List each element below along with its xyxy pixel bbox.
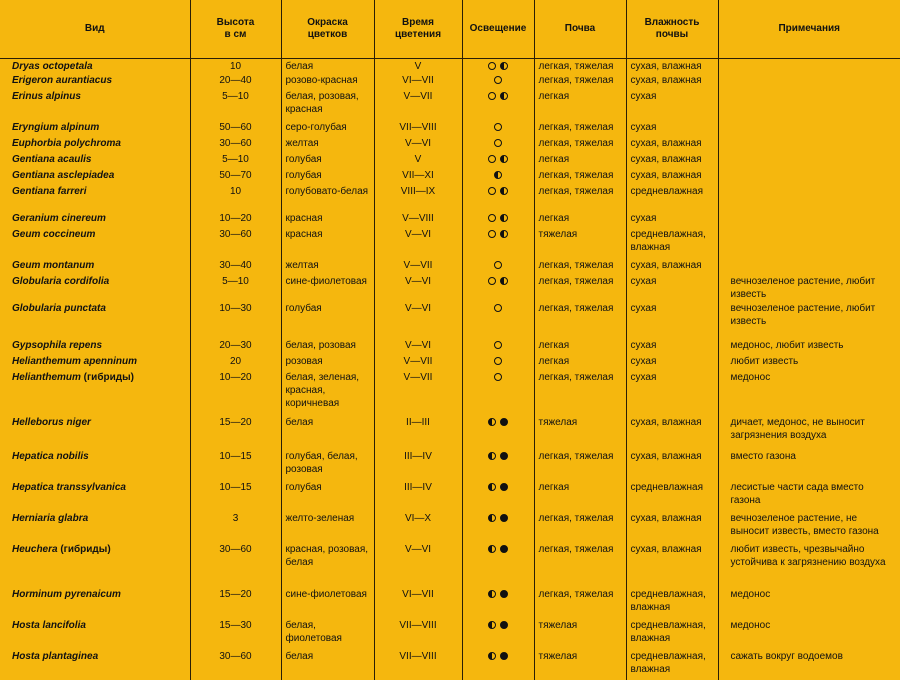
moisture-cell: сухая, влажная xyxy=(626,73,718,89)
lighting-cell xyxy=(462,542,534,587)
notes-cell xyxy=(718,258,900,274)
species-latin-name: Gentiana farreri xyxy=(12,186,87,197)
soil-cell: легкая, тяжелая xyxy=(534,587,626,618)
bloom-time-cell: V xyxy=(374,152,462,168)
moisture-cell: сухая xyxy=(626,338,718,354)
lighting-cell xyxy=(462,415,534,449)
height-cell: 5—10 xyxy=(190,274,281,301)
soil-cell: тяжелая xyxy=(534,649,626,680)
moisture-cell: сухая xyxy=(626,120,718,136)
species-cell xyxy=(0,338,190,354)
soil-cell: легкая xyxy=(534,89,626,120)
soil-cell: легкая, тяжелая xyxy=(534,120,626,136)
half-shade-icon xyxy=(500,62,508,70)
flower-color-cell: голубая, белая, розовая xyxy=(281,449,374,480)
half-shade-icon xyxy=(488,590,496,598)
lighting-cell xyxy=(462,370,534,415)
species-cell xyxy=(0,168,190,184)
table-row xyxy=(0,152,900,168)
notes-cell: вечнозеленое растение, любит известь xyxy=(730,276,876,300)
lighting-cell xyxy=(462,89,534,120)
soil-cell: легкая, тяжелая xyxy=(534,136,626,152)
flower-color-cell: красная, розовая, белая xyxy=(281,542,374,587)
header-height: Высота в см xyxy=(190,0,281,59)
height-cell: 10—15 xyxy=(190,480,281,511)
notes-cell xyxy=(718,211,900,227)
shade-icon xyxy=(500,514,508,522)
height-cell: 20—40 xyxy=(190,73,281,89)
lighting-cell xyxy=(462,301,534,338)
flower-color-cell: белая, розовая, красная xyxy=(281,89,374,120)
notes-cell: медонос, любит известь xyxy=(730,340,844,351)
bloom-time-cell: VII—VIII xyxy=(374,649,462,680)
species-latin-name: Hepatica nobilis xyxy=(12,451,89,462)
soil-cell: тяжелая xyxy=(534,618,626,649)
species-latin-name: Herniaria glabra xyxy=(12,513,89,524)
soil-cell: легкая xyxy=(534,211,626,227)
table-row xyxy=(0,370,900,415)
height-cell: 5—10 xyxy=(190,89,281,120)
moisture-cell: средневлажная xyxy=(626,184,718,211)
soil-cell: легкая, тяжелая xyxy=(534,542,626,587)
sun-icon xyxy=(488,62,496,70)
bloom-time-cell: V xyxy=(374,59,462,74)
lighting-cell xyxy=(462,649,534,680)
bloom-time-cell: V—VI xyxy=(374,338,462,354)
height-cell: 15—20 xyxy=(190,587,281,618)
bloom-time-cell: V—VII xyxy=(374,89,462,120)
bloom-time-cell: VII—VIII xyxy=(374,120,462,136)
moisture-cell: средневлажная, влажная xyxy=(626,587,718,618)
soil-cell: легкая, тяжелая xyxy=(534,59,626,74)
soil-cell: легкая, тяжелая xyxy=(534,511,626,542)
sun-icon xyxy=(494,357,502,365)
lighting-cell xyxy=(462,152,534,168)
bloom-time-cell: VII—XI xyxy=(374,168,462,184)
species-cell xyxy=(0,258,190,274)
flower-color-cell: голубая xyxy=(281,301,374,338)
flower-color-cell: белая xyxy=(281,649,374,680)
species-cell xyxy=(0,89,190,120)
bloom-time-cell: VIII—IX xyxy=(374,184,462,211)
notes-cell: лесистые части сада вместо газона xyxy=(730,482,864,506)
species-cell xyxy=(0,480,190,511)
moisture-cell: средневлажная xyxy=(626,480,718,511)
species-suffix: (гибриды) xyxy=(57,544,111,555)
sun-icon xyxy=(488,155,496,163)
height-cell: 10 xyxy=(190,184,281,211)
notes-cell xyxy=(718,59,900,74)
height-cell: 10—20 xyxy=(190,370,281,415)
species-cell xyxy=(0,618,190,649)
flower-color-cell: голубовато-белая xyxy=(281,184,374,211)
species-cell xyxy=(0,542,190,587)
flower-color-cell: белая, розовая xyxy=(281,338,374,354)
lighting-cell xyxy=(462,168,534,184)
soil-cell: легкая xyxy=(534,480,626,511)
sun-icon xyxy=(494,123,502,131)
table-row xyxy=(0,211,900,227)
sun-icon xyxy=(494,373,502,381)
species-suffix: (гибриды) xyxy=(80,372,134,383)
bloom-time-cell: V—VII xyxy=(374,370,462,415)
soil-cell: легкая, тяжелая xyxy=(534,449,626,480)
notes-cell xyxy=(718,89,900,120)
notes-cell xyxy=(718,152,900,168)
flower-color-cell: голубая xyxy=(281,480,374,511)
moisture-cell: средневлажная, влажная xyxy=(626,649,718,680)
half-shade-icon xyxy=(488,652,496,660)
notes-cell xyxy=(718,184,900,211)
lighting-cell xyxy=(462,338,534,354)
height-cell: 30—60 xyxy=(190,136,281,152)
lighting-cell xyxy=(462,480,534,511)
table-row xyxy=(0,274,900,301)
header-species: Вид xyxy=(0,0,190,59)
height-cell: 20 xyxy=(190,354,281,370)
notes-cell: вечнозеленое растение, не выносит известь, вместо газона xyxy=(730,513,879,537)
table-row xyxy=(0,511,900,542)
species-latin-name: Geum coccineum xyxy=(12,229,96,240)
header-lighting: Освещение xyxy=(462,0,534,59)
bloom-time-cell: III—IV xyxy=(374,480,462,511)
species-latin-name: Euphorbia polychroma xyxy=(12,138,121,149)
header-soil-moisture: Влажность почвы xyxy=(626,0,718,59)
half-shade-icon xyxy=(488,621,496,629)
species-cell xyxy=(0,274,190,301)
moisture-cell: сухая, влажная xyxy=(626,511,718,542)
moisture-cell: средневлажная, влажная xyxy=(626,618,718,649)
species-latin-name: Hepatica transsylvanica xyxy=(12,482,126,493)
table-row xyxy=(0,415,900,449)
species-latin-name: Hosta plantaginea xyxy=(12,651,99,662)
height-cell: 30—60 xyxy=(190,542,281,587)
bloom-time-cell: V—VI xyxy=(374,136,462,152)
shade-icon xyxy=(500,590,508,598)
bloom-time-cell: V—VIII xyxy=(374,211,462,227)
flower-color-cell: белая xyxy=(281,415,374,449)
sun-icon xyxy=(494,304,502,312)
shade-icon xyxy=(500,621,508,629)
notes-cell: любит известь xyxy=(730,356,799,367)
notes-cell: вместо газона xyxy=(730,451,796,462)
bloom-time-cell: VI—VII xyxy=(374,587,462,618)
height-cell: 30—60 xyxy=(190,227,281,258)
species-latin-name: Helianthemum apenninum xyxy=(12,356,138,367)
bloom-time-cell: VII—VIII xyxy=(374,618,462,649)
half-shade-icon xyxy=(500,214,508,222)
shade-icon xyxy=(500,545,508,553)
lighting-cell xyxy=(462,211,534,227)
bloom-time-cell: V—VI xyxy=(374,274,462,301)
moisture-cell: сухая, влажная xyxy=(626,449,718,480)
lighting-cell xyxy=(462,618,534,649)
flower-color-cell: желто-зеленая xyxy=(281,511,374,542)
sun-icon xyxy=(488,92,496,100)
moisture-cell: сухая xyxy=(626,301,718,338)
height-cell: 50—60 xyxy=(190,120,281,136)
flower-color-cell: розово-красная xyxy=(281,73,374,89)
moisture-cell: средневлажная, влажная xyxy=(626,227,718,258)
table-row xyxy=(0,227,900,258)
soil-cell: легкая, тяжелая xyxy=(534,184,626,211)
table-row xyxy=(0,258,900,274)
moisture-cell: сухая xyxy=(626,274,718,301)
flower-color-cell: белая, зеленая, красная, коричневая xyxy=(281,370,374,415)
sun-icon xyxy=(488,230,496,238)
moisture-cell: сухая xyxy=(626,354,718,370)
bloom-time-cell: V—VII xyxy=(374,354,462,370)
half-shade-icon xyxy=(494,171,502,179)
species-cell xyxy=(0,120,190,136)
half-shade-icon xyxy=(488,452,496,460)
moisture-cell: сухая, влажная xyxy=(626,136,718,152)
species-latin-name: Hosta lancifolia xyxy=(12,620,86,631)
lighting-cell xyxy=(462,354,534,370)
soil-cell: легкая, тяжелая xyxy=(534,168,626,184)
bloom-time-cell: VI—X xyxy=(374,511,462,542)
half-shade-icon xyxy=(500,277,508,285)
bloom-time-cell: VI—VII xyxy=(374,73,462,89)
species-latin-name: Gentiana acaulis xyxy=(12,154,92,165)
soil-cell: тяжелая xyxy=(534,415,626,449)
sun-icon xyxy=(488,277,496,285)
half-shade-icon xyxy=(488,483,496,491)
table-row xyxy=(0,73,900,89)
soil-cell: легкая xyxy=(534,354,626,370)
notes-cell: любит известь, чрезвычайно устойчива к загрязнению воздуха xyxy=(730,544,886,568)
table-row xyxy=(0,354,900,370)
notes-cell: медонос xyxy=(730,372,771,383)
notes-cell xyxy=(718,73,900,89)
bloom-time-cell: V—VI xyxy=(374,301,462,338)
sun-icon xyxy=(488,187,496,195)
bloom-time-cell: V—VI xyxy=(374,227,462,258)
notes-cell: дичает, медонос, не выносит загрязнения воздуха xyxy=(730,417,865,441)
moisture-cell: сухая xyxy=(626,370,718,415)
table-row xyxy=(0,59,900,74)
shade-icon xyxy=(500,483,508,491)
shade-icon xyxy=(500,418,508,426)
flower-color-cell: сине-фиолетовая xyxy=(281,274,374,301)
soil-cell: легкая xyxy=(534,152,626,168)
species-cell xyxy=(0,136,190,152)
sun-icon xyxy=(488,214,496,222)
species-latin-name: Heuchera xyxy=(12,544,58,555)
header-soil: Почва xyxy=(534,0,626,59)
header-bloom-time: Время цветения xyxy=(374,0,462,59)
height-cell: 10—30 xyxy=(190,301,281,338)
lighting-cell xyxy=(462,511,534,542)
notes-cell: медонос xyxy=(730,589,771,600)
table-row xyxy=(0,542,900,587)
moisture-cell: сухая, влажная xyxy=(626,59,718,74)
flower-color-cell: белая, фиолетовая xyxy=(281,618,374,649)
species-latin-name: Globularia cordifolia xyxy=(12,276,110,287)
species-cell xyxy=(0,370,190,415)
half-shade-icon xyxy=(488,418,496,426)
flower-color-cell: красная xyxy=(281,227,374,258)
height-cell: 15—30 xyxy=(190,618,281,649)
species-latin-name: Geranium cinereum xyxy=(12,213,106,224)
height-cell: 3 xyxy=(190,511,281,542)
species-latin-name: Helianthemum xyxy=(12,372,81,383)
table-row xyxy=(0,184,900,211)
soil-cell: легкая, тяжелая xyxy=(534,258,626,274)
flower-color-cell: белая xyxy=(281,59,374,74)
species-cell xyxy=(0,354,190,370)
table-body xyxy=(0,59,900,680)
species-latin-name: Gentiana asclepiadea xyxy=(12,170,115,181)
table-row xyxy=(0,649,900,680)
half-shade-icon xyxy=(488,514,496,522)
soil-cell: легкая, тяжелая xyxy=(534,301,626,338)
half-shade-icon xyxy=(500,230,508,238)
flower-color-cell: сине-фиолетовая xyxy=(281,587,374,618)
species-latin-name: Gypsophila repens xyxy=(12,340,103,351)
lighting-cell xyxy=(462,184,534,211)
flower-color-cell: голубая xyxy=(281,168,374,184)
species-cell xyxy=(0,301,190,338)
height-cell: 10—20 xyxy=(190,211,281,227)
species-cell xyxy=(0,415,190,449)
height-cell: 10—15 xyxy=(190,449,281,480)
flower-color-cell: желтая xyxy=(281,136,374,152)
species-cell xyxy=(0,211,190,227)
half-shade-icon xyxy=(488,545,496,553)
table-row xyxy=(0,618,900,649)
table-row xyxy=(0,120,900,136)
species-latin-name: Erinus alpinus xyxy=(12,91,81,102)
species-cell xyxy=(0,649,190,680)
soil-cell: легкая xyxy=(534,338,626,354)
notes-cell xyxy=(718,168,900,184)
species-latin-name: Globularia punctata xyxy=(12,303,106,314)
table-row xyxy=(0,136,900,152)
table-header xyxy=(0,0,900,59)
species-latin-name: Eryngium alpinum xyxy=(12,122,100,133)
sun-icon xyxy=(494,341,502,349)
moisture-cell: сухая, влажная xyxy=(626,415,718,449)
flower-color-cell: желтая xyxy=(281,258,374,274)
species-cell xyxy=(0,587,190,618)
height-cell: 5—10 xyxy=(190,152,281,168)
soil-cell: тяжелая xyxy=(534,227,626,258)
species-cell xyxy=(0,59,190,74)
species-latin-name: Geum montanum xyxy=(12,260,95,271)
lighting-cell xyxy=(462,73,534,89)
moisture-cell: сухая, влажная xyxy=(626,168,718,184)
sun-icon xyxy=(494,261,502,269)
species-latin-name: Horminum pyrenaicum xyxy=(12,589,121,600)
table-row xyxy=(0,168,900,184)
species-cell xyxy=(0,449,190,480)
flower-color-cell: красная xyxy=(281,211,374,227)
height-cell: 30—60 xyxy=(190,649,281,680)
lighting-cell xyxy=(462,59,534,74)
table-row xyxy=(0,449,900,480)
notes-cell xyxy=(718,136,900,152)
shade-icon xyxy=(500,652,508,660)
lighting-cell xyxy=(462,587,534,618)
species-latin-name: Helleborus niger xyxy=(12,417,91,428)
flower-color-cell: голубая xyxy=(281,152,374,168)
notes-cell: сажать вокруг водоемов xyxy=(730,651,843,662)
soil-cell: легкая, тяжелая xyxy=(534,370,626,415)
table-row xyxy=(0,480,900,511)
height-cell: 10 xyxy=(190,59,281,74)
sun-icon xyxy=(494,139,502,147)
shade-icon xyxy=(500,452,508,460)
species-cell xyxy=(0,152,190,168)
table-row xyxy=(0,338,900,354)
species-cell xyxy=(0,511,190,542)
moisture-cell: сухая xyxy=(626,89,718,120)
lighting-cell xyxy=(462,136,534,152)
species-latin-name: Erigeron aurantiacus xyxy=(12,75,113,86)
height-cell: 30—40 xyxy=(190,258,281,274)
soil-cell: легкая, тяжелая xyxy=(534,274,626,301)
moisture-cell: сухая xyxy=(626,211,718,227)
bloom-time-cell: V—VII xyxy=(374,258,462,274)
bloom-time-cell: V—VI xyxy=(374,542,462,587)
bloom-time-cell: III—IV xyxy=(374,449,462,480)
height-cell: 20—30 xyxy=(190,338,281,354)
lighting-cell xyxy=(462,227,534,258)
moisture-cell: сухая, влажная xyxy=(626,152,718,168)
half-shade-icon xyxy=(500,187,508,195)
species-cell xyxy=(0,184,190,211)
table-row xyxy=(0,301,900,338)
species-cell xyxy=(0,227,190,258)
species-latin-name: Dryas octopetala xyxy=(12,61,93,72)
flower-color-cell: серо-голубая xyxy=(281,120,374,136)
species-cell xyxy=(0,73,190,89)
half-shade-icon xyxy=(500,155,508,163)
lighting-cell xyxy=(462,274,534,301)
lighting-cell xyxy=(462,449,534,480)
table-row xyxy=(0,89,900,120)
sun-icon xyxy=(494,76,502,84)
notes-cell: медонос xyxy=(730,620,771,631)
moisture-cell: сухая, влажная xyxy=(626,258,718,274)
notes-cell xyxy=(718,227,900,258)
height-cell: 50—70 xyxy=(190,168,281,184)
header-notes: Примечания xyxy=(718,0,900,59)
lighting-cell xyxy=(462,120,534,136)
table-row xyxy=(0,587,900,618)
notes-cell xyxy=(718,120,900,136)
lighting-cell xyxy=(462,258,534,274)
header-flower-color: Окраска цветков xyxy=(281,0,374,59)
soil-cell: легкая, тяжелая xyxy=(534,73,626,89)
notes-cell: вечнозеленое растение, любит известь xyxy=(730,303,876,327)
flower-color-cell: розовая xyxy=(281,354,374,370)
bloom-time-cell: II—III xyxy=(374,415,462,449)
half-shade-icon xyxy=(500,92,508,100)
height-cell: 15—20 xyxy=(190,415,281,449)
moisture-cell: сухая, влажная xyxy=(626,542,718,587)
